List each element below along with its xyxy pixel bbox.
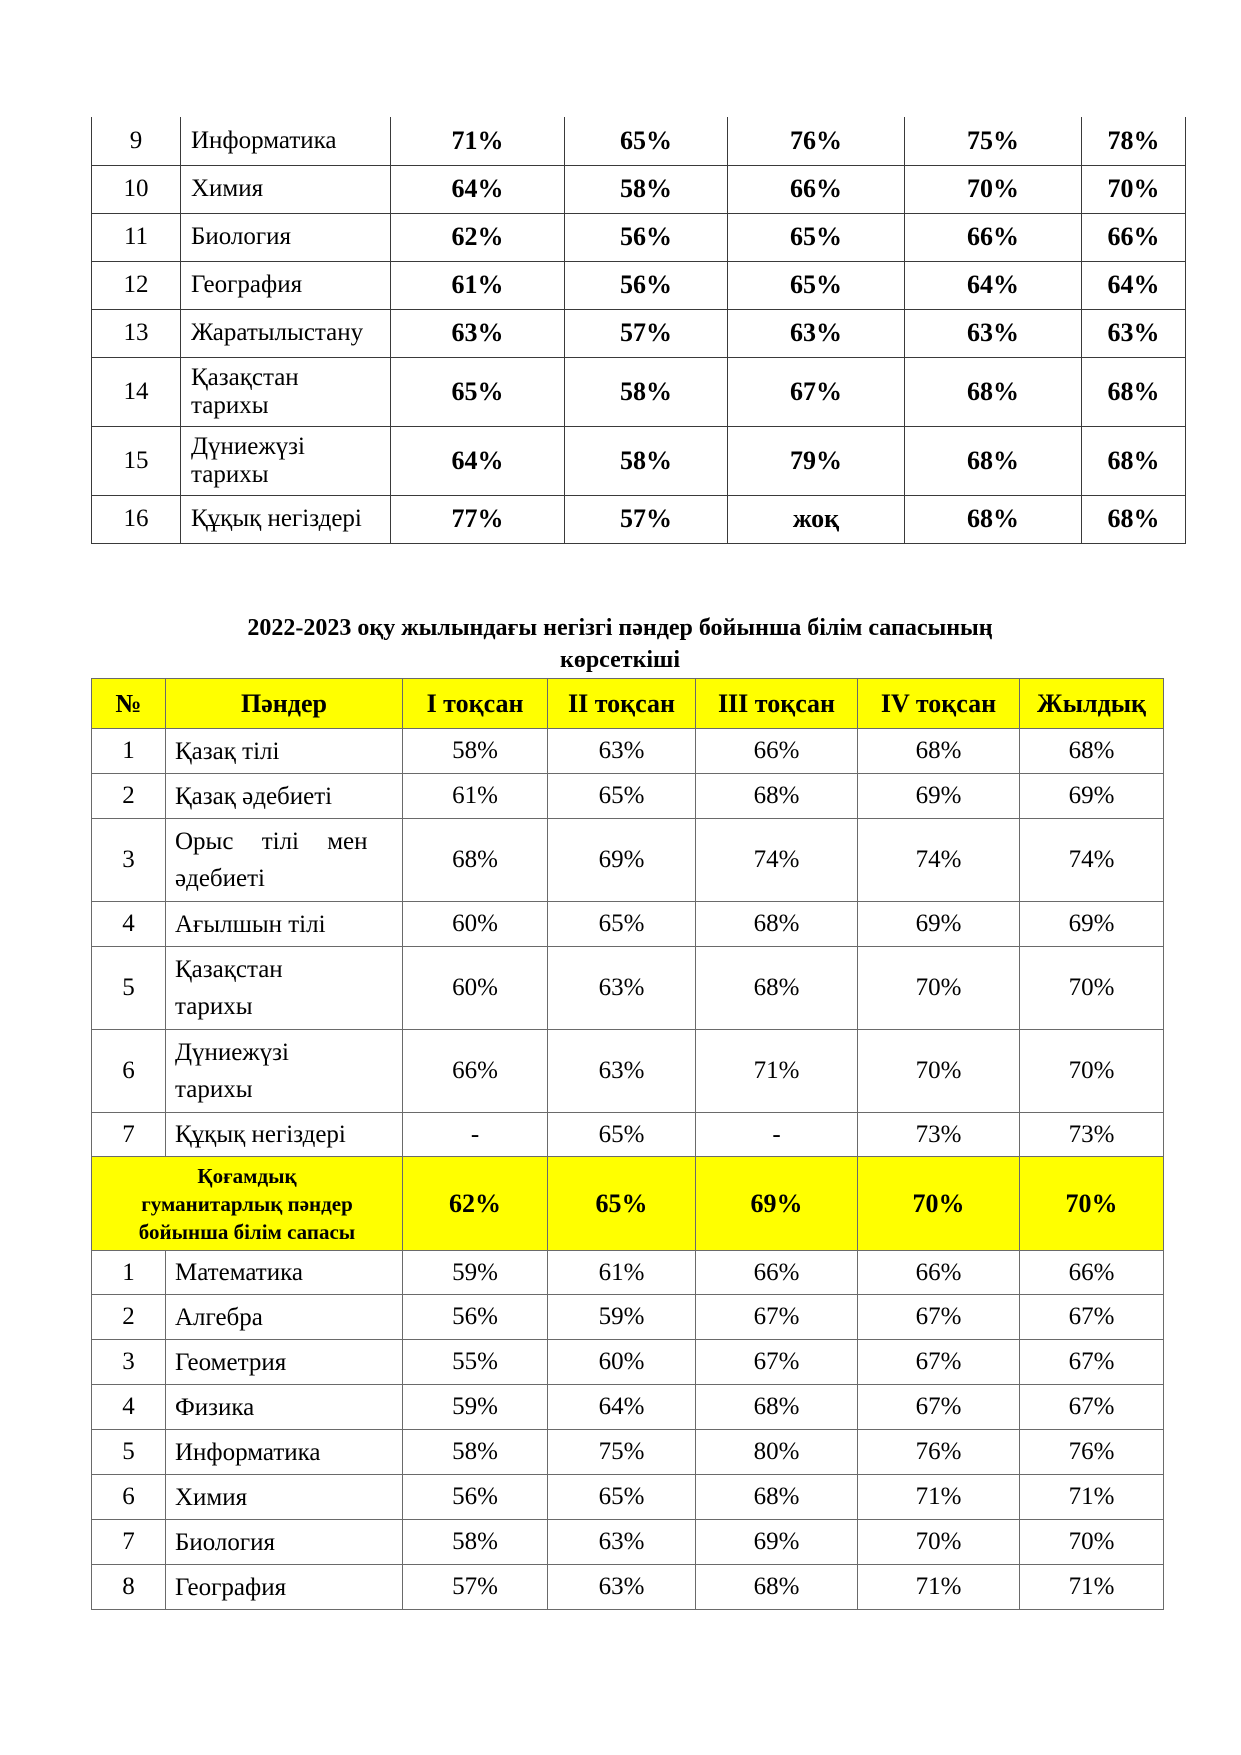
q2-value: 57% (565, 495, 728, 543)
q2-value: 56% (565, 213, 728, 261)
q1-value: 62% (391, 213, 565, 261)
q3-value: 67% (696, 1340, 858, 1385)
subject-name: Химия (166, 1475, 403, 1520)
q4-value: 68% (905, 426, 1082, 495)
year-value: 68% (1082, 426, 1186, 495)
q3-value: 80% (696, 1430, 858, 1475)
header-no: № (92, 679, 166, 729)
subject-line-1: Қазақстан (191, 363, 299, 391)
table-row (92, 1475, 1164, 1520)
q4-value: 66% (905, 213, 1082, 261)
q3-value: 71% (696, 1030, 858, 1113)
q1-value: 65% (391, 357, 565, 426)
table-row (92, 1251, 1164, 1295)
year-value: 68% (1020, 729, 1164, 774)
q1-value: 56% (403, 1475, 548, 1520)
subject-name: Қазақ тілі (166, 729, 403, 774)
table-row (92, 309, 1186, 357)
summary-label-line-2: гуманитарлық пәндер (141, 1191, 353, 1216)
title-line-1: 2022-2023 оқу жылындағы негізгі пәндер бойынша білім сапасының (247, 615, 993, 641)
subject-line-2: тарихы (191, 460, 269, 488)
q1-value: 61% (391, 261, 565, 309)
row-number: 8 (92, 1565, 166, 1610)
q1-value: 58% (403, 1520, 548, 1565)
row-number: 6 (92, 1475, 166, 1520)
q4-value: 64% (905, 261, 1082, 309)
q3-value: 66% (728, 165, 905, 213)
year-value: 67% (1020, 1385, 1164, 1430)
q1-value: 63% (391, 309, 565, 357)
subject-name: География (181, 261, 391, 309)
q3-value: 68% (696, 902, 858, 947)
q2-value: 75% (548, 1430, 696, 1475)
q1-value: 58% (403, 729, 548, 774)
q4-value: 68% (858, 729, 1020, 774)
year-value: 70% (1082, 165, 1186, 213)
q3-value: 65% (728, 213, 905, 261)
subject-name: Құқық негіздері (181, 495, 391, 543)
q2-value: 63% (548, 729, 696, 774)
row-number: 2 (92, 774, 166, 819)
q3-value: 66% (696, 729, 858, 774)
q1-value: 60% (403, 902, 548, 947)
q4-value: 75% (905, 117, 1082, 165)
q1-value: 55% (403, 1340, 548, 1385)
subject-name: Алгебра (166, 1295, 403, 1340)
subject-name: Информатика (166, 1430, 403, 1475)
subject-name: География (166, 1565, 403, 1610)
subject-name: Биология (181, 213, 391, 261)
year-value: 63% (1082, 309, 1186, 357)
section-title (170, 612, 1070, 676)
row-number: 1 (92, 1251, 166, 1295)
q4-value: 67% (858, 1295, 1020, 1340)
year-value: 76% (1020, 1430, 1164, 1475)
table-row (92, 357, 1186, 426)
year-value: 70% (1020, 1030, 1164, 1113)
row-number: 12 (92, 261, 181, 309)
header-q1: I тоқсан (403, 679, 548, 729)
year-value: 67% (1020, 1295, 1164, 1340)
q2-value: 64% (548, 1385, 696, 1430)
subject-line-2: тарихы (175, 993, 253, 1020)
row-number: 16 (92, 495, 181, 543)
header-row (92, 679, 1164, 729)
q2-value: 63% (548, 947, 696, 1030)
subject-line-2: әдебиеті (175, 865, 265, 892)
header-year: Жылдық (1020, 679, 1164, 729)
q4-value: 68% (905, 495, 1082, 543)
q2-value: 65% (548, 1113, 696, 1157)
q3-value: 68% (696, 774, 858, 819)
year-value: 66% (1020, 1251, 1164, 1295)
summary-label-line-3: бойынша білім сапасы (138, 1219, 356, 1244)
q4-value: 70% (858, 947, 1020, 1030)
q2-value: 60% (548, 1340, 696, 1385)
q1-value: 77% (391, 495, 565, 543)
year-value: 78% (1082, 117, 1186, 165)
year-value: 69% (1020, 902, 1164, 947)
row-number: 3 (92, 819, 166, 902)
q2-value: 56% (565, 261, 728, 309)
row-number: 13 (92, 309, 181, 357)
q3-value: 68% (696, 947, 858, 1030)
q3-value: 76% (728, 117, 905, 165)
table-row (92, 261, 1186, 309)
quality-table-continued (91, 117, 1186, 544)
row-number: 14 (92, 357, 181, 426)
row-number: 7 (92, 1113, 166, 1157)
summary-label (92, 1157, 403, 1251)
table-row (92, 1430, 1164, 1475)
subject-name: Жаратылыстану (181, 309, 391, 357)
q2-value: 63% (548, 1520, 696, 1565)
subject-name (181, 357, 391, 426)
table-row (92, 1340, 1164, 1385)
table-row (92, 1295, 1164, 1340)
q4-value: 66% (858, 1251, 1020, 1295)
humanities-summary-row (92, 1157, 1164, 1251)
row-number: 1 (92, 729, 166, 774)
q2-value: 65% (548, 1475, 696, 1520)
subject-name: Құқық негіздері (166, 1113, 403, 1157)
table-row (92, 819, 1164, 902)
q3-value: 67% (696, 1295, 858, 1340)
subject-name: Математика (166, 1251, 403, 1295)
q4-value: 69% (858, 902, 1020, 947)
q1-value: 59% (403, 1385, 548, 1430)
subject-line-1: Орыс тілі мен (175, 828, 368, 855)
row-number: 9 (92, 117, 181, 165)
q4-value: 63% (905, 309, 1082, 357)
subject-name: Қазақ әдебиеті (166, 774, 403, 819)
summary-label-line-1: Қоғамдық (197, 1163, 297, 1188)
q1-value: 68% (403, 819, 548, 902)
subject-name (166, 819, 403, 902)
subject-line-2: тарихы (191, 391, 269, 419)
year-value: 70% (1020, 1520, 1164, 1565)
q1-value: 60% (403, 947, 548, 1030)
q3-value: 68% (696, 1385, 858, 1430)
row-number: 11 (92, 213, 181, 261)
table-row (92, 947, 1164, 1030)
subject-name: Ағылшын тілі (166, 902, 403, 947)
year-value: 66% (1082, 213, 1186, 261)
subject-name (166, 1030, 403, 1113)
q4-value: 70% (858, 1030, 1020, 1113)
year-value: 71% (1020, 1565, 1164, 1610)
q4-value: 70% (858, 1520, 1020, 1565)
year-value: 64% (1082, 261, 1186, 309)
q2-value: 65% (548, 774, 696, 819)
subject-name (181, 426, 391, 495)
title-line-2: көрсеткіші (560, 647, 680, 673)
subject-name: Физика (166, 1385, 403, 1430)
summary-q3: 69% (696, 1157, 858, 1251)
table-row (92, 1565, 1164, 1610)
q3-value: 66% (696, 1251, 858, 1295)
header-q2: II тоқсан (548, 679, 696, 729)
summary-q4: 70% (858, 1157, 1020, 1251)
q3-value: жоқ (728, 495, 905, 543)
q2-value: 58% (565, 426, 728, 495)
year-value: 68% (1082, 495, 1186, 543)
row-number: 4 (92, 1385, 166, 1430)
q1-value: 61% (403, 774, 548, 819)
q2-value: 65% (565, 117, 728, 165)
row-number: 6 (92, 1030, 166, 1113)
q1-value: 58% (403, 1430, 548, 1475)
q2-value: 58% (565, 165, 728, 213)
q2-value: 65% (548, 902, 696, 947)
q3-value: 79% (728, 426, 905, 495)
summary-q1: 62% (403, 1157, 548, 1251)
q4-value: 67% (858, 1385, 1020, 1430)
q4-value: 76% (858, 1430, 1020, 1475)
q4-value: 73% (858, 1113, 1020, 1157)
subject-line-1: Дүниежүзі (175, 1039, 290, 1066)
subject-name (166, 947, 403, 1030)
q4-value: 67% (858, 1340, 1020, 1385)
q4-value: 74% (858, 819, 1020, 902)
row-number: 5 (92, 1430, 166, 1475)
q2-value: 57% (565, 309, 728, 357)
table-row (92, 495, 1186, 543)
subject-line-1: Қазақстан (175, 956, 283, 983)
subject-line-2: тарихы (175, 1076, 253, 1103)
row-number: 2 (92, 1295, 166, 1340)
q2-value: 63% (548, 1030, 696, 1113)
row-number: 7 (92, 1520, 166, 1565)
header-subject: Пәндер (166, 679, 403, 729)
summary-year: 70% (1020, 1157, 1164, 1251)
year-value: 68% (1082, 357, 1186, 426)
q1-value: 56% (403, 1295, 548, 1340)
year-value: 69% (1020, 774, 1164, 819)
table-row (92, 729, 1164, 774)
q3-value: 67% (728, 357, 905, 426)
subject-name: Информатика (181, 117, 391, 165)
q4-value: 70% (905, 165, 1082, 213)
q1-value: - (403, 1113, 548, 1157)
row-number: 10 (92, 165, 181, 213)
q1-value: 64% (391, 165, 565, 213)
row-number: 15 (92, 426, 181, 495)
row-number: 5 (92, 947, 166, 1030)
table-row (92, 1030, 1164, 1113)
q4-value: 71% (858, 1565, 1020, 1610)
year-value: 67% (1020, 1340, 1164, 1385)
q2-value: 59% (548, 1295, 696, 1340)
q2-value: 69% (548, 819, 696, 902)
table-row (92, 1520, 1164, 1565)
table-row (92, 426, 1186, 495)
q3-value: 69% (696, 1520, 858, 1565)
table-row (92, 1113, 1164, 1157)
year-value: 71% (1020, 1475, 1164, 1520)
header-q3: III тоқсан (696, 679, 858, 729)
table-row (92, 213, 1186, 261)
row-number: 3 (92, 1340, 166, 1385)
q3-value: - (696, 1113, 858, 1157)
subject-name: Геометрия (166, 1340, 403, 1385)
table-row (92, 1385, 1164, 1430)
subject-name: Биология (166, 1520, 403, 1565)
year-value: 73% (1020, 1113, 1164, 1157)
q3-value: 68% (696, 1565, 858, 1610)
header-q4: IV тоқсан (858, 679, 1020, 729)
q1-value: 59% (403, 1251, 548, 1295)
subject-line-1: Дүниежүзі (191, 432, 306, 460)
q4-value: 69% (858, 774, 1020, 819)
q3-value: 63% (728, 309, 905, 357)
subject-name: Химия (181, 165, 391, 213)
row-number: 4 (92, 902, 166, 947)
table-row (92, 902, 1164, 947)
q3-value: 65% (728, 261, 905, 309)
q3-value: 68% (696, 1475, 858, 1520)
year-value: 74% (1020, 819, 1164, 902)
table-row (92, 165, 1186, 213)
year-value: 70% (1020, 947, 1164, 1030)
q1-value: 64% (391, 426, 565, 495)
quality-table-2022-2023 (91, 678, 1164, 1610)
q1-value: 71% (391, 117, 565, 165)
table-row (92, 774, 1164, 819)
q1-value: 57% (403, 1565, 548, 1610)
table-row (92, 117, 1186, 165)
q1-value: 66% (403, 1030, 548, 1113)
summary-q2: 65% (548, 1157, 696, 1251)
q4-value: 71% (858, 1475, 1020, 1520)
q4-value: 68% (905, 357, 1082, 426)
q2-value: 63% (548, 1565, 696, 1610)
q2-value: 58% (565, 357, 728, 426)
q2-value: 61% (548, 1251, 696, 1295)
q3-value: 74% (696, 819, 858, 902)
